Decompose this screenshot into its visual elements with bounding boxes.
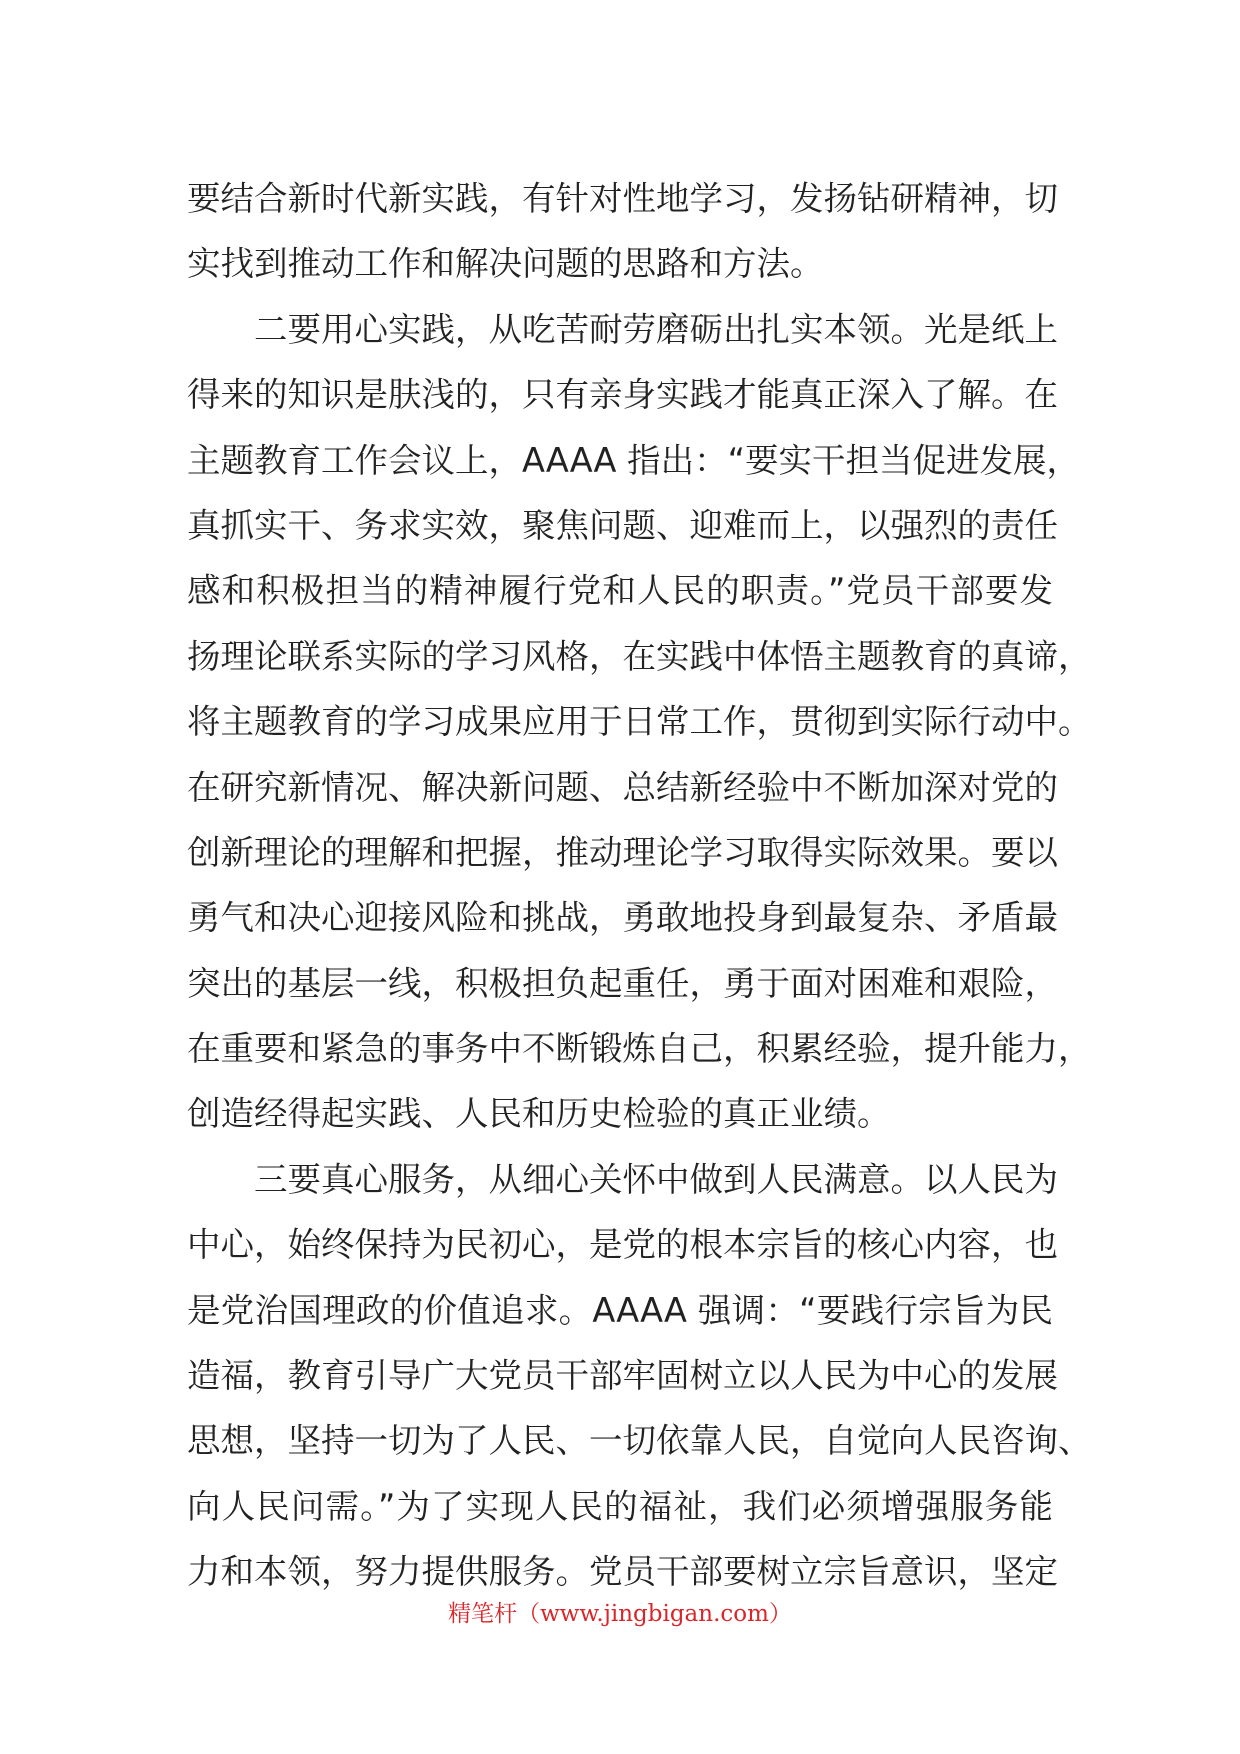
text-line: 实找到推动工作和解决问题的思路和方法。 <box>187 244 824 284</box>
text-line: 扬理论联系实际的学习风格，在实践中体悟主题教育的真谛， <box>187 636 1092 676</box>
text-line: 在研究新情况、解决新问题、总结新经验中不断加深对党的 <box>187 767 1058 807</box>
text-line: 勇气和决心迎接风险和挑战，勇敢地投身到最复杂、矛盾最 <box>187 898 1058 938</box>
text-line: 主题教育工作会议上，AAAA 指出：“要实干担当促进发展， <box>187 440 1080 480</box>
text-line: 创造经得起实践、人民和历史检验的真正业绩。 <box>187 1094 891 1134</box>
text-line: 突出的基层一线，积极担负起重任，勇于面对困难和艰险， <box>187 963 1058 1003</box>
text-line: 感和积极担当的精神履行党和人民的职责。”党员干部要发 <box>187 571 1053 611</box>
text-line: 将主题教育的学习成果应用于日常工作，贯彻到实际行动中。 <box>187 702 1092 742</box>
text-line: 是党治国理政的价值追求。AAAA 强调：“要践行宗旨为民 <box>187 1290 1053 1330</box>
paragraph-start-line: 三要真心服务，从细心关怀中做到人民满意。以人民为 <box>254 1159 1058 1199</box>
text-line: 创新理论的理解和把握，推动理论学习取得实际效果。要以 <box>187 832 1058 872</box>
text-line: 向人民问需。”为了实现人民的福祉，我们必须增强服务能 <box>187 1486 1053 1526</box>
text-line: 真抓实干、务求实效，聚焦问题、迎难而上，以强烈的责任 <box>187 505 1058 545</box>
text-line: 力和本领，努力提供服务。党员干部要树立宗旨意识，坚定 <box>187 1552 1058 1592</box>
footer-watermark: 精笔杆（www.jingbigan.com） <box>448 1601 792 1627</box>
text-line: 思想，坚持一切为了人民、一切依靠人民，自觉向人民咨询、 <box>187 1421 1092 1461</box>
text-line: 造福，教育引导广大党员干部牢固树立以人民为中心的发展 <box>187 1356 1058 1396</box>
paragraph-start-line: 二要用心实践，从吃苦耐劳磨砺出扎实本领。光是纸上 <box>254 309 1058 349</box>
text-line: 在重要和紧急的事务中不断锻炼自己，积累经验，提升能力， <box>187 1029 1092 1069</box>
text-line: 得来的知识是肤浅的，只有亲身实践才能真正深入了解。在 <box>187 375 1058 415</box>
text-line: 中心，始终保持为民初心，是党的根本宗旨的核心内容，也 <box>187 1225 1058 1265</box>
text-line: 要结合新时代新实践，有针对性地学习，发扬钻研精神，切 <box>187 179 1058 218</box>
document-body <box>187 166 1092 1605</box>
